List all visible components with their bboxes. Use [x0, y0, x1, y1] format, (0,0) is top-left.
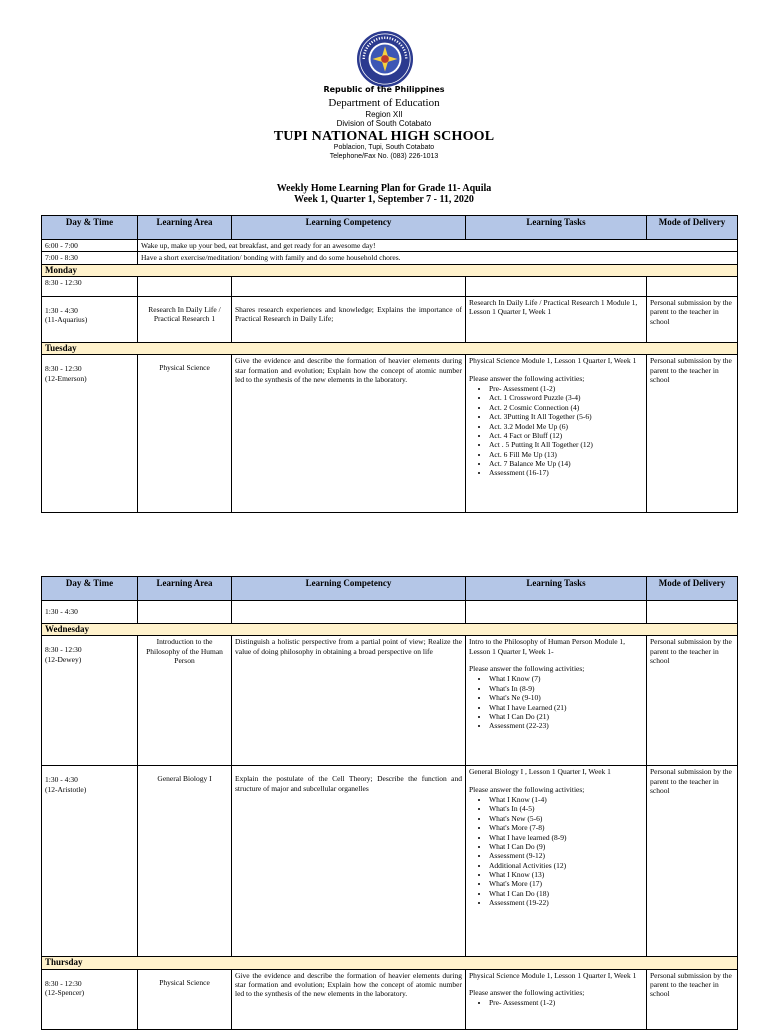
col-learning-tasks: Learning Tasks — [466, 216, 647, 240]
list-item: • Act . 5 Putting It All Together (12) — [489, 440, 643, 449]
day-label-monday: Monday — [42, 264, 738, 276]
delivery-cell: Personal submission by the parent to the teacher in school — [647, 297, 738, 343]
table-header-row — [42, 216, 738, 240]
col-learning-area: Learning Area — [138, 577, 232, 601]
area-cell: Physical Science — [138, 969, 232, 1029]
task-cell — [466, 766, 647, 957]
competency-cell: Give the evidence and describe the formation of heavier elements during star formation and evolution; Explain how the concept of atomic number led to the synthesis of the new elements in the laboratory. — [232, 969, 466, 1029]
time-cell — [42, 969, 138, 1029]
section-text: (12-Aristotle) — [45, 784, 87, 794]
section-text: (12-Spencer) — [45, 987, 85, 997]
task-heading: Physical Science Module 1, Lesson 1 Quarter I, Week 1 — [469, 970, 637, 980]
time-text: 1:30 - 4:30 — [45, 775, 78, 785]
delivery-cell — [647, 601, 738, 624]
list-item: • What's New (5-6) — [489, 814, 643, 823]
list-item: • Act. 7 Balance Me Up (14) — [489, 459, 643, 468]
activities-prompt: Please answer the following activities; — [469, 664, 585, 673]
activities-prompt: Please answer the following activities; — [469, 373, 585, 383]
time-text: 8:30 - 12:30 — [45, 978, 82, 988]
list-item: • What's More (17) — [489, 879, 643, 888]
list-item: • What I Know (1-4) — [489, 795, 643, 804]
school-name: TUPI NATIONAL HIGH SCHOOL — [273, 129, 495, 144]
area-cell: Physical Science — [138, 355, 232, 513]
competency-cell: Shares research experiences and knowledge; Explains the importance of Practical Research in Daily Life; — [232, 297, 466, 343]
time-cell: 1:30 - 4:30 — [42, 601, 138, 624]
time-text: 8:30 - 12:30 — [45, 645, 82, 655]
day-row — [42, 957, 738, 969]
region-label: Region XII — [365, 110, 403, 119]
weekly-plan-table-1 — [41, 215, 738, 513]
department-label: Department of Education — [328, 97, 440, 109]
table-header-row — [42, 577, 738, 601]
task-heading: General Biology I , Lesson 1 Quarter I, Week 1 — [469, 767, 611, 777]
time-text: 1:30 - 4:30 — [45, 306, 78, 315]
competency-cell: Give the evidence and describe the formation of heavier elements during star formation and evolution; Explain how the concept of atomic number led to the synthesis of the new elements in the laboratory. — [232, 355, 466, 513]
list-item: • Assessment (16-17) — [489, 468, 643, 477]
table-row — [42, 636, 738, 766]
task-cell — [466, 355, 647, 513]
table-row — [42, 297, 738, 343]
school-telephone: Telephone/Fax No. (083) 226-1013 — [329, 153, 439, 160]
competency-cell — [232, 277, 466, 297]
area-cell: Research In Daily Life / Practical Research 1 — [138, 297, 232, 343]
table-row — [42, 766, 738, 957]
competency-cell: Distinguish a holistic perspective from a partial point of view; Realize the value of doing philosophy in obtaining a broad perspective on life — [232, 636, 466, 766]
weekly-plan-table-2 — [41, 576, 738, 1030]
list-item: • Act. 2 Cosmic Connection (4) — [489, 403, 643, 412]
task-cell — [466, 601, 647, 624]
area-cell — [138, 601, 232, 624]
list-item: • Assessment (19-22) — [489, 898, 643, 907]
list-item: • What's Ne (9-10) — [489, 693, 643, 702]
activity-list — [469, 674, 643, 730]
list-item: • Additional Activities (12) — [489, 861, 643, 870]
task-cell — [466, 277, 647, 297]
list-item: • Pre- Assessment (1-2) — [489, 384, 643, 393]
delivery-cell: Personal submission by the parent to the teacher in school — [647, 969, 738, 1029]
col-day-time: Day & Time — [42, 577, 138, 601]
table-row — [42, 969, 738, 1029]
time-cell — [42, 355, 138, 513]
competency-cell: Explain the postulate of the Cell Theory; Describe the function and structure of major and subcellular organelles — [232, 766, 466, 957]
activity-list — [469, 998, 643, 1007]
list-item: • What's In (4-5) — [489, 804, 643, 813]
table-row — [42, 240, 738, 252]
task-heading: Physical Science Module 1, Lesson 1 Quarter I, Week 1 — [469, 356, 637, 366]
list-item: • Act. 6 Fill Me Up (13) — [489, 450, 643, 459]
activities-prompt: Please answer the following activities; — [469, 987, 585, 997]
time-cell — [42, 766, 138, 957]
list-item: • Assessment (22-23) — [489, 721, 643, 730]
delivery-cell: Personal submission by the parent to the teacher in school — [647, 766, 738, 957]
col-learning-area: Learning Area — [138, 216, 232, 240]
day-label-thursday: Thursday — [42, 957, 738, 969]
section-text: (11-Aquarius) — [45, 315, 88, 325]
list-item: • Act. 1 Crossword Puzzle (3-4) — [489, 393, 643, 402]
task-cell — [466, 969, 647, 1029]
col-learning-competency: Learning Competency — [232, 577, 466, 601]
col-mode-of-delivery: Mode of Delivery — [647, 216, 738, 240]
table-row — [42, 355, 738, 513]
list-item: • Assessment (9-12) — [489, 851, 643, 860]
table-row — [42, 601, 738, 624]
day-row — [42, 624, 738, 636]
activity-list — [469, 795, 643, 908]
table-row — [42, 277, 738, 297]
deped-seal-logo — [356, 30, 414, 88]
delivery-cell: Personal submission by the parent to the teacher in school — [647, 636, 738, 766]
day-row — [42, 343, 738, 355]
day-label-wednesday: Wednesday — [42, 624, 738, 636]
time-cell: 8:30 - 12:30 — [42, 277, 138, 297]
routine-text: Wake up, make up your bed, eat breakfast, and get ready for an awesome day! — [138, 240, 738, 252]
routine-text: Have a short exercise/meditation/ bonding with family and do some household chores. — [138, 252, 738, 264]
section-text: (12-Emerson) — [45, 373, 87, 383]
activity-list — [469, 384, 643, 478]
area-cell: Introduction to the Philosophy of the Human Person — [138, 636, 232, 766]
list-item: • Act. 3.2 Model Me Up (6) — [489, 422, 643, 431]
list-item: • What I Know (13) — [489, 870, 643, 879]
section-text: (12-Dewey) — [45, 654, 82, 664]
list-item: • What's In (8-9) — [489, 684, 643, 693]
area-cell: General Biology I — [138, 766, 232, 957]
table-row — [42, 252, 738, 264]
list-item: • Act. 4 Fact or Bluff (12) — [489, 431, 643, 440]
col-learning-competency: Learning Competency — [232, 216, 466, 240]
plan-subtitle: Week 1, Quarter 1, September 7 - 11, 2020 — [294, 194, 474, 205]
day-row — [42, 264, 738, 276]
col-learning-tasks: Learning Tasks — [466, 577, 647, 601]
list-item: • What I have Learned (21) — [489, 703, 643, 712]
delivery-cell — [647, 277, 738, 297]
plan-title: Weekly Home Learning Plan for Grade 11- Aquila — [276, 183, 492, 194]
time-cell — [42, 297, 138, 343]
task-cell — [466, 636, 647, 766]
list-item: • What I have learned (8-9) — [489, 833, 643, 842]
area-cell — [138, 277, 232, 297]
list-item: • What I Can Do (9) — [489, 842, 643, 851]
list-item: • What I Can Do (21) — [489, 712, 643, 721]
routine-time: 6:00 - 7:00 — [42, 240, 138, 252]
time-cell — [42, 636, 138, 766]
republic-label: Republic of the Philippines — [323, 85, 445, 94]
list-item: • What I Can Do (18) — [489, 889, 643, 898]
task-cell: Research In Daily Life / Practical Research 1 Module 1, Lesson 1 Quarter I, Week 1 — [466, 297, 647, 343]
task-heading: Intro to the Philosophy of Human Person Module 1, Lesson 1 Quarter I, Week 1- — [469, 637, 626, 656]
list-item: • What's More (7-8) — [489, 823, 643, 832]
activities-prompt: Please answer the following activities; — [469, 784, 585, 794]
delivery-cell: Personal submission by the parent to the teacher in school — [647, 355, 738, 513]
day-label-tuesday: Tuesday — [42, 343, 738, 355]
col-day-time: Day & Time — [42, 216, 138, 240]
school-address: Poblacion, Tupi, South Cotabato — [333, 144, 435, 151]
time-text: 8:30 - 12:30 — [45, 364, 82, 374]
col-mode-of-delivery: Mode of Delivery — [647, 577, 738, 601]
competency-cell — [232, 601, 466, 624]
division-label: Division of South Cotabato — [336, 119, 432, 128]
list-item: • Act. 3Putting It All Together (5-6) — [489, 412, 643, 421]
list-item: • Pre- Assessment (1-2) — [489, 998, 643, 1007]
routine-time: 7:00 - 8:30 — [42, 252, 138, 264]
list-item: • What I Know (7) — [489, 674, 643, 683]
